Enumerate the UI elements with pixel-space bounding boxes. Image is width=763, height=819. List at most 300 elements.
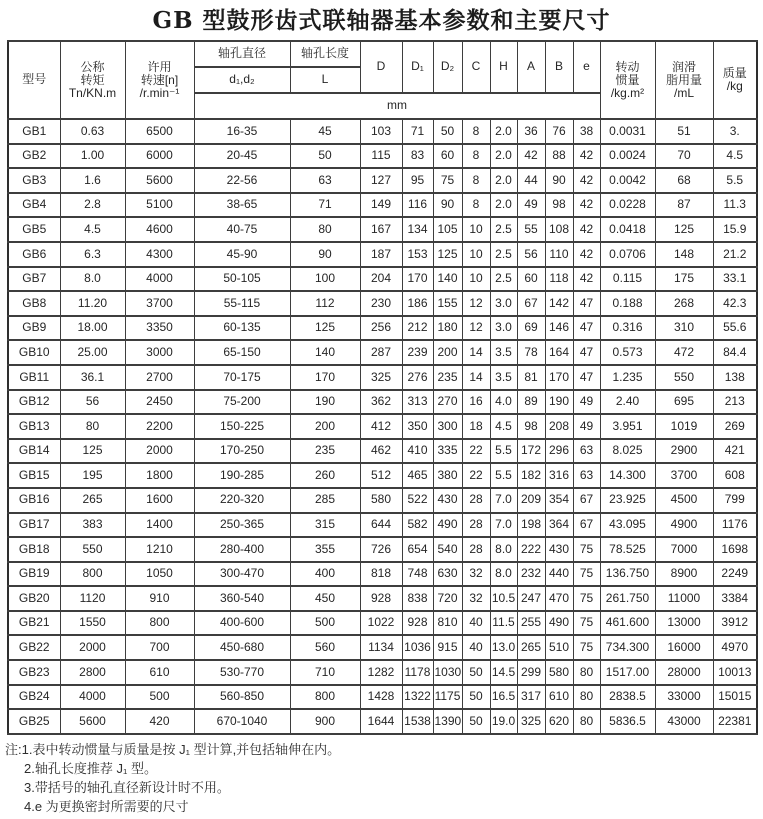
value-cell: 204 bbox=[360, 267, 402, 292]
value-cell: 10013 bbox=[713, 660, 757, 685]
model-cell: GB5 bbox=[8, 217, 60, 242]
model-cell: GB18 bbox=[8, 537, 60, 562]
value-cell: 1134 bbox=[360, 635, 402, 660]
value-cell: 118 bbox=[545, 267, 573, 292]
value-cell: 115 bbox=[360, 144, 402, 169]
model-cell: GB24 bbox=[8, 685, 60, 710]
col-header-dim-D: D bbox=[360, 41, 402, 93]
value-cell: 84.4 bbox=[713, 340, 757, 365]
value-cell: 125 bbox=[290, 316, 360, 341]
value-cell: 2.40 bbox=[600, 390, 655, 415]
value-cell: 155 bbox=[433, 291, 462, 316]
table-row bbox=[8, 709, 757, 734]
value-cell: 838 bbox=[402, 586, 433, 611]
value-cell: 2800 bbox=[60, 660, 125, 685]
value-cell: 265 bbox=[517, 635, 545, 660]
unit-row-mm: mm bbox=[194, 93, 600, 119]
value-cell: 7.0 bbox=[490, 488, 517, 513]
value-cell: 734.300 bbox=[600, 635, 655, 660]
value-cell: 430 bbox=[545, 537, 573, 562]
value-cell: 5600 bbox=[60, 709, 125, 734]
table-row bbox=[8, 217, 757, 242]
value-cell: 16.5 bbox=[490, 685, 517, 710]
value-cell: 0.115 bbox=[600, 267, 655, 292]
value-cell: 1322 bbox=[402, 685, 433, 710]
value-cell: 75 bbox=[573, 562, 600, 587]
value-cell: 400 bbox=[290, 562, 360, 587]
value-cell: 4500 bbox=[655, 488, 713, 513]
table-row bbox=[8, 611, 757, 636]
value-cell: 0.316 bbox=[600, 316, 655, 341]
value-cell: 8 bbox=[462, 168, 490, 193]
model-cell: GB20 bbox=[8, 586, 60, 611]
value-cell: 799 bbox=[713, 488, 757, 513]
model-cell: GB8 bbox=[8, 291, 60, 316]
value-cell: 5.5 bbox=[490, 463, 517, 488]
value-cell: 8.025 bbox=[600, 439, 655, 464]
value-cell: 5.5 bbox=[713, 168, 757, 193]
value-cell: 51 bbox=[655, 119, 713, 144]
value-cell: 50 bbox=[290, 144, 360, 169]
model-cell: GB25 bbox=[8, 709, 60, 734]
value-cell: 6000 bbox=[125, 144, 194, 169]
value-cell: 4.5 bbox=[713, 144, 757, 169]
note-line: 2.轴孔长度推荐 J₁ 型。 bbox=[24, 760, 157, 776]
value-cell: 68 bbox=[655, 168, 713, 193]
value-cell: 1428 bbox=[360, 685, 402, 710]
value-cell: 325 bbox=[517, 709, 545, 734]
value-cell: 22-56 bbox=[194, 168, 290, 193]
value-cell: 500 bbox=[125, 685, 194, 710]
value-cell: 170-250 bbox=[194, 439, 290, 464]
table-row bbox=[8, 193, 757, 218]
value-cell: 116 bbox=[402, 193, 433, 218]
value-cell: 3700 bbox=[655, 463, 713, 488]
value-cell: 7.0 bbox=[490, 513, 517, 538]
value-cell: 335 bbox=[433, 439, 462, 464]
value-cell: 142 bbox=[545, 291, 573, 316]
value-cell: 212 bbox=[402, 316, 433, 341]
value-cell: 12 bbox=[462, 316, 490, 341]
value-cell: 78.525 bbox=[600, 537, 655, 562]
value-cell: 269 bbox=[713, 414, 757, 439]
value-cell: 610 bbox=[545, 685, 573, 710]
model-cell: GB11 bbox=[8, 365, 60, 390]
value-cell: 1.235 bbox=[600, 365, 655, 390]
value-cell: 364 bbox=[545, 513, 573, 538]
value-cell: 620 bbox=[545, 709, 573, 734]
value-cell: 28 bbox=[462, 488, 490, 513]
value-cell: 490 bbox=[545, 611, 573, 636]
value-cell: 2.0 bbox=[490, 168, 517, 193]
col-header-bore-diameter: 轴孔直径 bbox=[194, 41, 290, 67]
value-cell: 550 bbox=[655, 365, 713, 390]
table-row bbox=[8, 685, 757, 710]
parameters-table bbox=[7, 40, 758, 735]
value-cell: 112 bbox=[290, 291, 360, 316]
value-cell: 63 bbox=[573, 439, 600, 464]
value-cell: 49 bbox=[573, 414, 600, 439]
value-cell: 87 bbox=[655, 193, 713, 218]
table-row bbox=[8, 267, 757, 292]
value-cell: 16 bbox=[462, 390, 490, 415]
model-cell: GB21 bbox=[8, 611, 60, 636]
value-cell: 380 bbox=[433, 463, 462, 488]
value-cell: 1600 bbox=[125, 488, 194, 513]
col-header-bore-length: 轴孔长度 bbox=[290, 41, 360, 67]
value-cell: 110 bbox=[545, 242, 573, 267]
value-cell: 36.1 bbox=[60, 365, 125, 390]
value-cell: 670-1040 bbox=[194, 709, 290, 734]
value-cell: 299 bbox=[517, 660, 545, 685]
value-cell: 90 bbox=[433, 193, 462, 218]
value-cell: 2.5 bbox=[490, 242, 517, 267]
value-cell: 98 bbox=[545, 193, 573, 218]
value-cell: 45-90 bbox=[194, 242, 290, 267]
value-cell: 462 bbox=[360, 439, 402, 464]
value-cell: 170 bbox=[402, 267, 433, 292]
value-cell: 315 bbox=[290, 513, 360, 538]
value-cell: 310 bbox=[655, 316, 713, 341]
value-cell: 0.0228 bbox=[600, 193, 655, 218]
value-cell: 213 bbox=[713, 390, 757, 415]
value-cell: 450 bbox=[290, 586, 360, 611]
value-cell: 55-115 bbox=[194, 291, 290, 316]
value-cell: 1120 bbox=[60, 586, 125, 611]
value-cell: 22 bbox=[462, 463, 490, 488]
value-cell: 700 bbox=[125, 635, 194, 660]
value-cell: 63 bbox=[290, 168, 360, 193]
value-cell: 148 bbox=[655, 242, 713, 267]
value-cell: 2838.5 bbox=[600, 685, 655, 710]
value-cell: 1550 bbox=[60, 611, 125, 636]
value-cell: 164 bbox=[545, 340, 573, 365]
value-cell: 1538 bbox=[402, 709, 433, 734]
value-cell: 540 bbox=[433, 537, 462, 562]
value-cell: 3.5 bbox=[490, 340, 517, 365]
value-cell: 800 bbox=[290, 685, 360, 710]
value-cell: 19.0 bbox=[490, 709, 517, 734]
value-cell: 42 bbox=[573, 193, 600, 218]
value-cell: 3350 bbox=[125, 316, 194, 341]
value-cell: 296 bbox=[545, 439, 573, 464]
value-cell: 70-175 bbox=[194, 365, 290, 390]
value-cell: 50 bbox=[462, 660, 490, 685]
value-cell: 2.0 bbox=[490, 119, 517, 144]
value-cell: 15.9 bbox=[713, 217, 757, 242]
value-cell: 230 bbox=[360, 291, 402, 316]
model-cell: GB17 bbox=[8, 513, 60, 538]
value-cell: 0.0706 bbox=[600, 242, 655, 267]
value-cell: 200 bbox=[433, 340, 462, 365]
value-cell: 11.3 bbox=[713, 193, 757, 218]
value-cell: 610 bbox=[125, 660, 194, 685]
value-cell: 127 bbox=[360, 168, 402, 193]
value-cell: 149 bbox=[360, 193, 402, 218]
value-cell: 28 bbox=[462, 513, 490, 538]
value-cell: 140 bbox=[290, 340, 360, 365]
value-cell: 2000 bbox=[60, 635, 125, 660]
value-cell: 55 bbox=[517, 217, 545, 242]
value-cell: 1282 bbox=[360, 660, 402, 685]
value-cell: 270 bbox=[433, 390, 462, 415]
value-cell: 412 bbox=[360, 414, 402, 439]
value-cell: 560 bbox=[290, 635, 360, 660]
value-cell: 42.3 bbox=[713, 291, 757, 316]
value-cell: 1019 bbox=[655, 414, 713, 439]
value-cell: 40 bbox=[462, 635, 490, 660]
value-cell: 2.0 bbox=[490, 144, 517, 169]
value-cell: 2249 bbox=[713, 562, 757, 587]
value-cell: 32 bbox=[462, 562, 490, 587]
value-cell: 350 bbox=[402, 414, 433, 439]
value-cell: 16-35 bbox=[194, 119, 290, 144]
value-cell: 4300 bbox=[125, 242, 194, 267]
value-cell: 13000 bbox=[655, 611, 713, 636]
value-cell: 47 bbox=[573, 316, 600, 341]
value-cell: 4000 bbox=[125, 267, 194, 292]
value-cell: 465 bbox=[402, 463, 433, 488]
value-cell: 280-400 bbox=[194, 537, 290, 562]
value-cell: 220-320 bbox=[194, 488, 290, 513]
value-cell: 55.6 bbox=[713, 316, 757, 341]
value-cell: 78 bbox=[517, 340, 545, 365]
value-cell: 2.5 bbox=[490, 267, 517, 292]
value-cell: 28000 bbox=[655, 660, 713, 685]
value-cell: 60-135 bbox=[194, 316, 290, 341]
value-cell: 235 bbox=[290, 439, 360, 464]
value-cell: 23.925 bbox=[600, 488, 655, 513]
value-cell: 42 bbox=[573, 168, 600, 193]
table-row bbox=[8, 513, 757, 538]
value-cell: 3000 bbox=[125, 340, 194, 365]
value-cell: 1030 bbox=[433, 660, 462, 685]
value-cell: 300-470 bbox=[194, 562, 290, 587]
value-cell: 47 bbox=[573, 340, 600, 365]
model-cell: GB16 bbox=[8, 488, 60, 513]
value-cell: 810 bbox=[433, 611, 462, 636]
value-cell: 108 bbox=[545, 217, 573, 242]
value-cell: 276 bbox=[402, 365, 433, 390]
value-cell: 255 bbox=[517, 611, 545, 636]
value-cell: 317 bbox=[517, 685, 545, 710]
value-cell: 60 bbox=[433, 144, 462, 169]
value-cell: 500 bbox=[290, 611, 360, 636]
value-cell: 75 bbox=[573, 635, 600, 660]
value-cell: 18.00 bbox=[60, 316, 125, 341]
col-header-grease: 润滑 脂用量 /mL bbox=[655, 41, 713, 119]
page-title: GB 型鼓形齿式联轴器基本参数和主要尺寸 bbox=[152, 7, 611, 34]
value-cell: 580 bbox=[545, 660, 573, 685]
value-cell: 900 bbox=[290, 709, 360, 734]
col-header-dim-A: A bbox=[517, 41, 545, 93]
value-cell: 75 bbox=[573, 537, 600, 562]
model-cell: GB12 bbox=[8, 390, 60, 415]
value-cell: 8 bbox=[462, 144, 490, 169]
value-cell: 3.0 bbox=[490, 316, 517, 341]
value-cell: 22 bbox=[462, 439, 490, 464]
value-cell: 720 bbox=[433, 586, 462, 611]
value-cell: 654 bbox=[402, 537, 433, 562]
value-cell: 644 bbox=[360, 513, 402, 538]
table-body bbox=[8, 119, 757, 734]
value-cell: 75 bbox=[573, 586, 600, 611]
value-cell: 2200 bbox=[125, 414, 194, 439]
value-cell: 38 bbox=[573, 119, 600, 144]
value-cell: 36 bbox=[517, 119, 545, 144]
note-line: 4.e 为更换密封所需要的尺寸 bbox=[24, 798, 189, 814]
col-header-dim-D1: D₁ bbox=[402, 41, 433, 93]
value-cell: 83 bbox=[402, 144, 433, 169]
value-cell: 2000 bbox=[125, 439, 194, 464]
value-cell: 1400 bbox=[125, 513, 194, 538]
value-cell: 421 bbox=[713, 439, 757, 464]
value-cell: 80 bbox=[60, 414, 125, 439]
table-row bbox=[8, 316, 757, 341]
value-cell: 2.5 bbox=[490, 217, 517, 242]
model-cell: GB9 bbox=[8, 316, 60, 341]
value-cell: 928 bbox=[360, 586, 402, 611]
value-cell: 180 bbox=[433, 316, 462, 341]
value-cell: 2450 bbox=[125, 390, 194, 415]
value-cell: 430 bbox=[433, 488, 462, 513]
table-row bbox=[8, 242, 757, 267]
value-cell: 56 bbox=[517, 242, 545, 267]
value-cell: 69 bbox=[517, 316, 545, 341]
value-cell: 71 bbox=[402, 119, 433, 144]
value-cell: 1022 bbox=[360, 611, 402, 636]
table-row bbox=[8, 488, 757, 513]
value-cell: 140 bbox=[433, 267, 462, 292]
value-cell: 3.951 bbox=[600, 414, 655, 439]
model-cell: GB6 bbox=[8, 242, 60, 267]
col-header-dim-e: e bbox=[573, 41, 600, 93]
value-cell: 49 bbox=[573, 390, 600, 415]
value-cell: 125 bbox=[60, 439, 125, 464]
model-cell: GB4 bbox=[8, 193, 60, 218]
col-header-dim-D2: D₂ bbox=[433, 41, 462, 93]
value-cell: 209 bbox=[517, 488, 545, 513]
table-row bbox=[8, 463, 757, 488]
value-cell: 105 bbox=[433, 217, 462, 242]
value-cell: 42 bbox=[573, 144, 600, 169]
value-cell: 1.00 bbox=[60, 144, 125, 169]
model-cell: GB15 bbox=[8, 463, 60, 488]
value-cell: 80 bbox=[573, 709, 600, 734]
value-cell: 4970 bbox=[713, 635, 757, 660]
value-cell: 0.0042 bbox=[600, 168, 655, 193]
value-cell: 80 bbox=[573, 660, 600, 685]
value-cell: 42 bbox=[517, 144, 545, 169]
value-cell: 134 bbox=[402, 217, 433, 242]
value-cell: 630 bbox=[433, 562, 462, 587]
model-cell: GB23 bbox=[8, 660, 60, 685]
value-cell: 198 bbox=[517, 513, 545, 538]
value-cell: 915 bbox=[433, 635, 462, 660]
table-row bbox=[8, 168, 757, 193]
col-header-bore-diameter-symbol: d₁,d₂ bbox=[194, 67, 290, 93]
notes bbox=[5, 740, 763, 816]
value-cell: 265 bbox=[60, 488, 125, 513]
value-cell: 14.300 bbox=[600, 463, 655, 488]
value-cell: 2700 bbox=[125, 365, 194, 390]
value-cell: 208 bbox=[545, 414, 573, 439]
value-cell: 5836.5 bbox=[600, 709, 655, 734]
value-cell: 1517.00 bbox=[600, 660, 655, 685]
value-cell: 360-540 bbox=[194, 586, 290, 611]
value-cell: 10 bbox=[462, 267, 490, 292]
model-cell: GB2 bbox=[8, 144, 60, 169]
value-cell: 125 bbox=[655, 217, 713, 242]
col-header-speed: 许用 转速[n] /r.min⁻¹ bbox=[125, 41, 194, 119]
table-row bbox=[8, 537, 757, 562]
value-cell: 187 bbox=[360, 242, 402, 267]
table-header bbox=[8, 41, 757, 119]
value-cell: 0.0031 bbox=[600, 119, 655, 144]
value-cell: 80 bbox=[573, 685, 600, 710]
value-cell: 8900 bbox=[655, 562, 713, 587]
value-cell: 3. bbox=[713, 119, 757, 144]
value-cell: 0.0418 bbox=[600, 217, 655, 242]
value-cell: 0.188 bbox=[600, 291, 655, 316]
value-cell: 67 bbox=[517, 291, 545, 316]
value-cell: 14 bbox=[462, 365, 490, 390]
value-cell: 153 bbox=[402, 242, 433, 267]
value-cell: 1210 bbox=[125, 537, 194, 562]
value-cell: 582 bbox=[402, 513, 433, 538]
value-cell: 42 bbox=[573, 242, 600, 267]
value-cell: 95 bbox=[402, 168, 433, 193]
value-cell: 50 bbox=[462, 709, 490, 734]
value-cell: 40 bbox=[462, 611, 490, 636]
value-cell: 400-600 bbox=[194, 611, 290, 636]
value-cell: 239 bbox=[402, 340, 433, 365]
col-header-dim-H: H bbox=[490, 41, 517, 93]
value-cell: 522 bbox=[402, 488, 433, 513]
value-cell: 560-850 bbox=[194, 685, 290, 710]
table-row bbox=[8, 291, 757, 316]
value-cell: 461.600 bbox=[600, 611, 655, 636]
value-cell: 38-65 bbox=[194, 193, 290, 218]
value-cell: 2.0 bbox=[490, 193, 517, 218]
value-cell: 49 bbox=[517, 193, 545, 218]
value-cell: 247 bbox=[517, 586, 545, 611]
value-cell: 1800 bbox=[125, 463, 194, 488]
value-cell: 125 bbox=[433, 242, 462, 267]
value-cell: 285 bbox=[290, 488, 360, 513]
value-cell: 1050 bbox=[125, 562, 194, 587]
table-row bbox=[8, 119, 757, 144]
value-cell: 3.0 bbox=[490, 291, 517, 316]
value-cell: 1036 bbox=[402, 635, 433, 660]
value-cell: 45 bbox=[290, 119, 360, 144]
value-cell: 146 bbox=[545, 316, 573, 341]
value-cell: 4600 bbox=[125, 217, 194, 242]
value-cell: 43.095 bbox=[600, 513, 655, 538]
value-cell: 170 bbox=[290, 365, 360, 390]
value-cell: 222 bbox=[517, 537, 545, 562]
value-cell: 50-105 bbox=[194, 267, 290, 292]
value-cell: 313 bbox=[402, 390, 433, 415]
value-cell: 10 bbox=[462, 242, 490, 267]
value-cell: 190 bbox=[290, 390, 360, 415]
table-row bbox=[8, 562, 757, 587]
value-cell: 550 bbox=[60, 537, 125, 562]
table-row bbox=[8, 365, 757, 390]
value-cell: 50 bbox=[462, 685, 490, 710]
value-cell: 14 bbox=[462, 340, 490, 365]
value-cell: 316 bbox=[545, 463, 573, 488]
